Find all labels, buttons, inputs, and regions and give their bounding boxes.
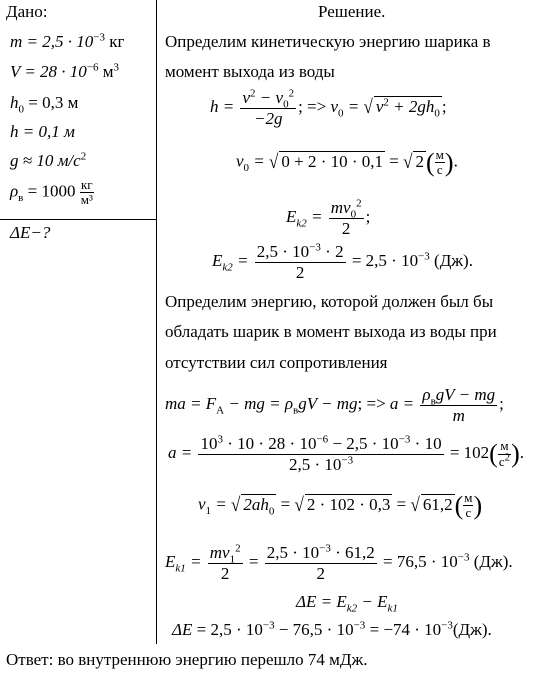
given-find: ΔE−? [10,223,51,242]
given-h0-value: = 0,3 м [24,93,79,112]
given-density-unit-den: м³ [80,192,93,208]
solution-para2-line3: отсутствии сил сопротивления [165,353,388,372]
formula-height: h = $\frac{v^2 - v_0^2}{-2g}$ ; => $v_0$ = √ $v^2 + 2gh_0$ ; [210,87,447,128]
solution-header: Решение. [318,2,386,21]
formula-v1: $v_1$ = √ $2ah_0$ = √ 2 · 102 · 0,3 = √ 61,2( м с ) [198,490,483,521]
answer-line: Ответ: во внутреннюю энергию перешло 74 мДж. [6,650,368,669]
given-density-unit-num: кг [80,177,93,192]
given-h0-sub: 0 [18,103,24,116]
formula-ek1: $E_{k1}$ = $\frac{mv_1^2}{2}$ = $\frac{2,5 \cdot 10^{-3} \cdot 61,2}{2}$ = $76,5 \cdot 10^{-3}$ (Дж). [165,542,513,583]
given-h: h = 0,1 м [10,122,75,141]
formula-delta-e: $\Delta E = E_{k2} - E_{k1}$ [296,592,398,615]
formula-delta-e-value: $\Delta E = 2,5 \cdot 10^{-3} - 76,5 \cdot 10^{-3} = -74 \cdot 10^{-3}(Дж)$. [172,619,492,639]
formula-newton: ma = $F_A$ − mg = $\rho_вgV$ − mg; => a = $\frac{\rho_вgV - mg}{m}$ ; [165,385,504,425]
given-header: Дано: [6,2,48,21]
given-divider [0,219,157,220]
given-h0-symbol: h [10,93,19,112]
given-density-sub: в [18,192,24,205]
given-g [10,151,86,171]
given-mass-exp: −3 [93,31,105,44]
formula-ek2: $E_{k2}$ = $\frac{mv_0^2}{2}$ ; [286,197,371,238]
given-mass [10,32,124,52]
given-column-divider [156,0,157,644]
given-volume [10,62,119,82]
given-density [10,178,94,208]
given-density-symbol: ρ [10,181,19,201]
given-volume-unit-exp: 3 [113,61,120,74]
solution-para1-line2: момент выхода из воды [165,62,335,81]
given-volume-exp: −6 [86,61,99,74]
given-g-exp: 2 [80,150,87,163]
solution-para2-line2: обладать шарик в момент выхода из воды при [165,322,497,341]
given-mass-unit: кг [104,32,125,51]
given-density-unit [80,178,94,208]
given-density-value: = 1000 [23,181,80,201]
formula-acceleration: a = $\frac{10^3 \cdot 10 \cdot 28 \cdot 10^{-6} - 2,5 \cdot 10^{-3} \cdot 10}{2,5 \cdot 10^{-3}}$ = 102( м $с^2$ ). [168,433,525,474]
given-volume-text: V = 28 · 10 [10,62,87,81]
solution-para2-line1: Определим энергию, которой должен был бы [165,292,494,311]
given-g-text: g ≈ 10 м/с [10,151,81,170]
solution-para1-line1: Определим кинетическую энергию шарика в [165,32,491,51]
given-mass-text: m = 2,5 · 10 [10,32,94,51]
formula-ek2-value: $E_{k2}$ = $\frac{2,5 \cdot 10^{-3} \cdot 2}{2}$ = $2,5 \cdot 10^{-3}$ (Дж). [212,241,473,282]
formula-v0: $v_0$ = √ 0 + 2 · 10 · 0,1 = √ 2( м с ). [236,147,458,178]
given-h0 [10,93,79,116]
given-volume-unit: м [98,62,114,81]
